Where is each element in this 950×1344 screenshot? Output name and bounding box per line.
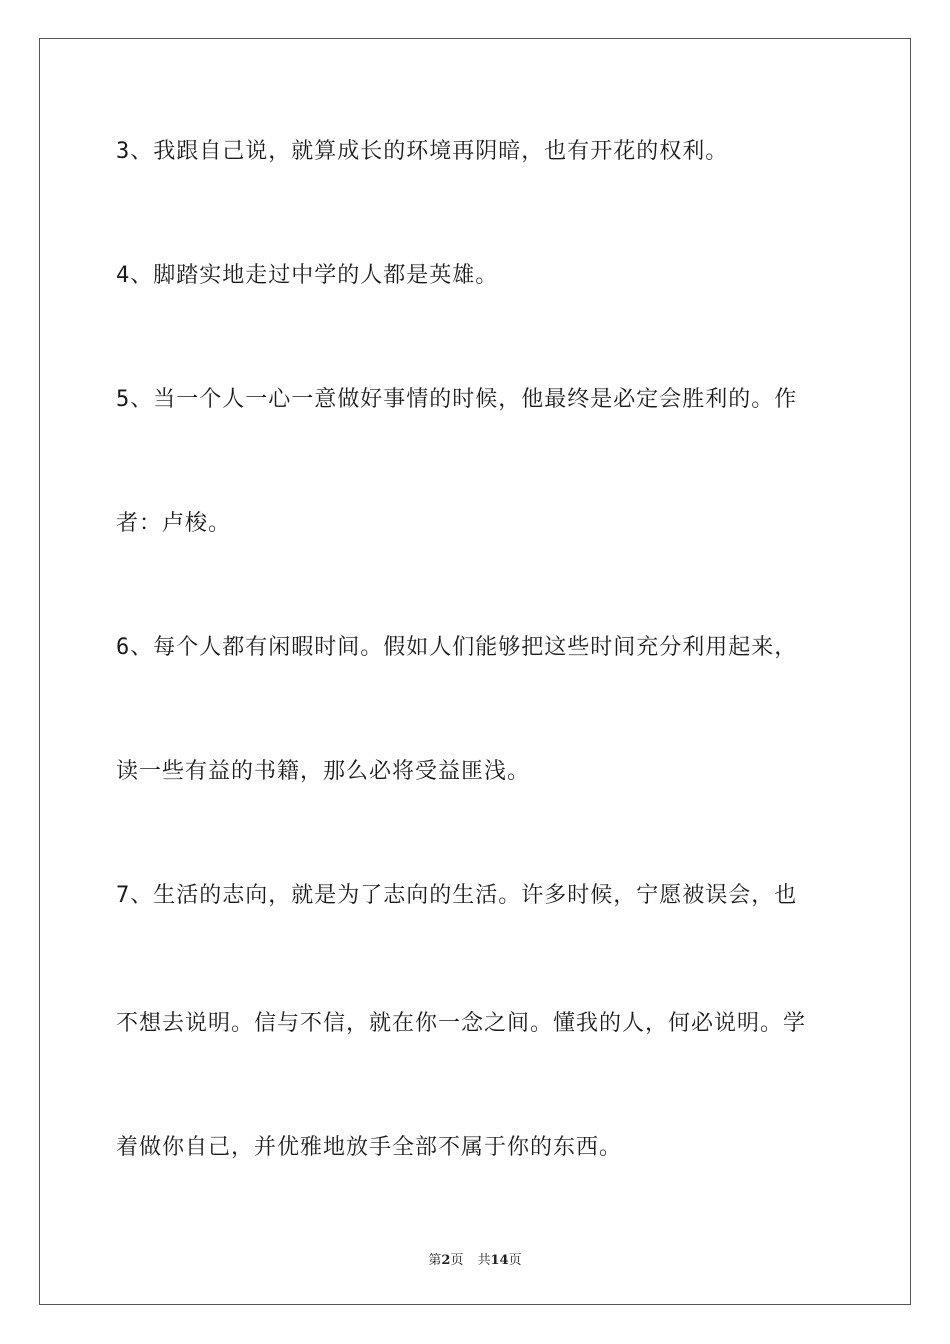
text-line-3: 5、当一个人一心一意做好事情的时候，他最终是必定会胜利的。作 bbox=[116, 387, 798, 412]
text-line-2: 4、脚踏实地走过中学的人都是英雄。 bbox=[116, 263, 499, 288]
page-footer bbox=[0, 1249, 950, 1268]
text-line-5: 6、每个人都有闲暇时间。假如人们能够把这些时间充分利用起来， bbox=[116, 635, 798, 660]
text-line-9: 着做你自己，并优雅地放手全部不属于你的东西。 bbox=[116, 1135, 623, 1160]
page-prefix: 第 bbox=[428, 1253, 442, 1268]
text-line-4: 者：卢梭。 bbox=[116, 511, 232, 536]
text-line-1: 3、我跟自己说，就算成长的环境再阴暗，也有开花的权利。 bbox=[116, 139, 729, 164]
total-prefix: 共 bbox=[477, 1253, 491, 1268]
total-suffix: 页 bbox=[508, 1253, 522, 1268]
text-line-7: 7、生活的志向，就是为了志向的生活。许多时候，宁愿被误会，也 bbox=[116, 883, 798, 908]
page-suffix: 页 bbox=[450, 1253, 464, 1268]
text-line-6: 读一些有益的书籍，那么必将受益匪浅。 bbox=[116, 759, 531, 784]
page-number: 2 bbox=[441, 1253, 451, 1268]
text-line-8: 不想去说明。信与不信，就在你一念之间。懂我的人，何必说明。学 bbox=[116, 1011, 807, 1036]
page-border bbox=[39, 38, 911, 1305]
total-pages: 14 bbox=[490, 1253, 509, 1268]
